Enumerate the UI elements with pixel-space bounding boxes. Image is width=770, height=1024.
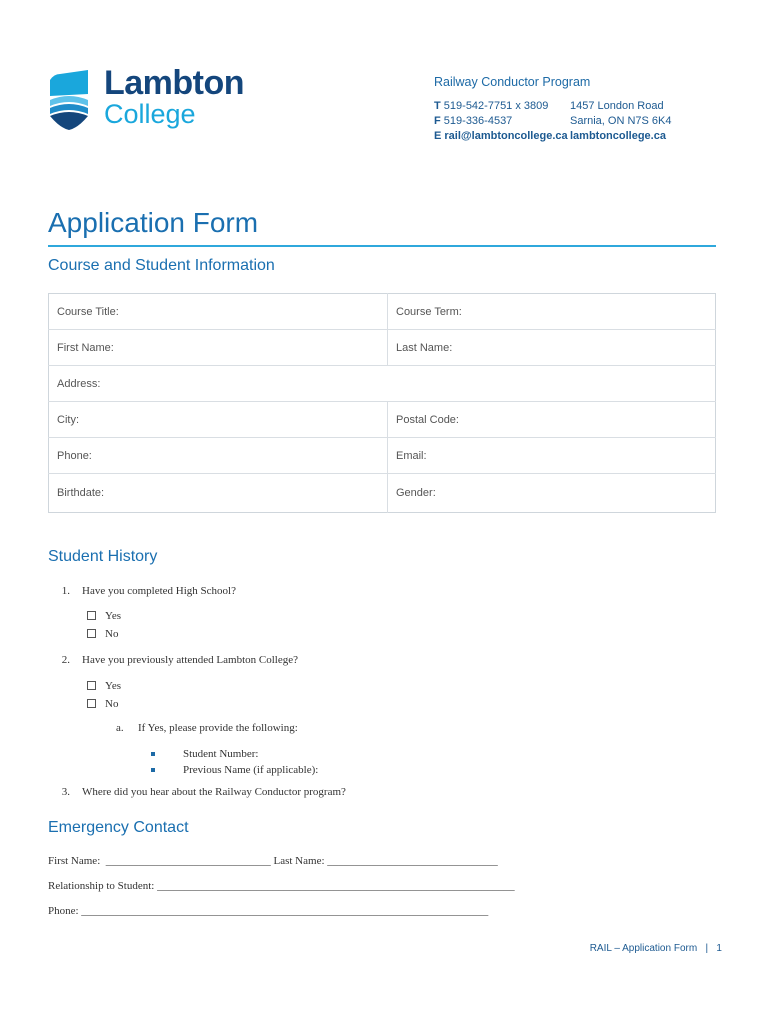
table-row — [49, 474, 716, 513]
last-name-field[interactable]: Last Name: — [388, 330, 716, 366]
table-row — [49, 438, 716, 474]
q1-yes-option[interactable] — [87, 610, 121, 622]
q1-no-option[interactable] — [87, 628, 118, 640]
logo-wordmark-college: College — [104, 99, 196, 129]
q2-no-option[interactable] — [87, 698, 118, 710]
question-1-number: 1. — [61, 585, 70, 597]
page-footer: RAIL – Application Form | 1 — [589, 943, 722, 954]
phone-field[interactable]: Phone: — [49, 438, 388, 474]
address-line-1: 1457 London Road — [570, 100, 664, 112]
bullet-student-number — [151, 748, 258, 760]
bullet-icon — [151, 752, 155, 756]
city-field[interactable]: City: — [49, 402, 388, 438]
previous-name-label: Previous Name (if applicable): — [183, 764, 319, 776]
student-number-label: Student Number: — [183, 748, 259, 760]
question-3-number: 3. — [61, 786, 70, 798]
logo-wordmark-lambton: Lambton — [104, 64, 245, 102]
q1-no-label: No — [105, 628, 119, 640]
q1-yes-label: Yes — [105, 610, 122, 622]
question-2a-text: If Yes, please provide the following: — [138, 722, 298, 734]
course-section-heading: Course and Student Information — [48, 257, 275, 274]
page-title: Application Form — [48, 207, 259, 238]
address-line-2: Sarnia, ON N7S 6K4 — [570, 115, 672, 127]
q2-yes-label: Yes — [105, 680, 122, 692]
emergency-contact-heading: Emergency Contact — [48, 819, 189, 836]
student-history-heading: Student History — [48, 548, 158, 565]
table-row — [49, 402, 716, 438]
email-link[interactable]: rail@lambtoncollege.ca — [444, 130, 568, 142]
college-logo-icon — [48, 70, 90, 130]
student-info-table — [48, 293, 716, 513]
postal-code-field[interactable]: Postal Code: — [388, 402, 716, 438]
gender-field[interactable]: Gender: — [396, 487, 436, 499]
table-row — [49, 294, 716, 330]
q2-yes-option[interactable] — [87, 680, 121, 692]
address-field[interactable]: Address: — [49, 366, 716, 402]
birthdate-field[interactable]: Birthdate: — [49, 474, 388, 513]
email-field[interactable]: Email: — [388, 438, 716, 474]
checkbox-icon[interactable] — [87, 611, 96, 620]
checkbox-icon[interactable] — [87, 699, 96, 708]
fax: 519-336-4537 — [443, 115, 513, 127]
emergency-name-line[interactable]: First Name: ______________________________ Last Name: _______________________________ — [48, 855, 498, 867]
question-3-text: Where did you hear about the Railway Conductor program? — [82, 786, 346, 798]
question-2-number: 2. — [61, 654, 70, 666]
course-term-field[interactable]: Course Term: — [388, 294, 716, 330]
checkbox-icon[interactable] — [87, 629, 96, 638]
question-2-text: Have you previously attended Lambton College? — [82, 654, 298, 666]
contact-block — [434, 75, 672, 144]
question-2a-number: a. — [116, 722, 124, 734]
question-1-text: Have you completed High School? — [82, 585, 236, 597]
email-prefix: E — [434, 130, 442, 142]
bullet-previous-name — [151, 764, 318, 776]
website-link[interactable]: lambtoncollege.ca — [570, 130, 666, 142]
telephone: 519-542-7751 x 3809 — [443, 100, 549, 112]
question-2a — [116, 722, 298, 734]
emergency-relationship-line[interactable]: Relationship to Student: _________________________________________________________________ — [48, 880, 515, 892]
tel-prefix: T — [434, 100, 441, 112]
q2-no-label: No — [105, 698, 119, 710]
bullet-icon — [151, 768, 155, 772]
question-1 — [54, 585, 236, 597]
question-2 — [54, 654, 298, 666]
question-3 — [54, 786, 346, 798]
first-name-field[interactable]: First Name: — [49, 330, 388, 366]
program-name: Railway Conductor Program — [434, 75, 591, 89]
course-title-field[interactable]: Course Title: — [49, 294, 388, 330]
checkbox-icon[interactable] — [87, 681, 96, 690]
fax-prefix: F — [434, 115, 441, 127]
table-row — [49, 330, 716, 366]
table-row — [49, 366, 716, 402]
emergency-phone-line[interactable]: Phone: __________________________________________________________________________ — [48, 905, 489, 917]
title-divider — [48, 245, 716, 247]
